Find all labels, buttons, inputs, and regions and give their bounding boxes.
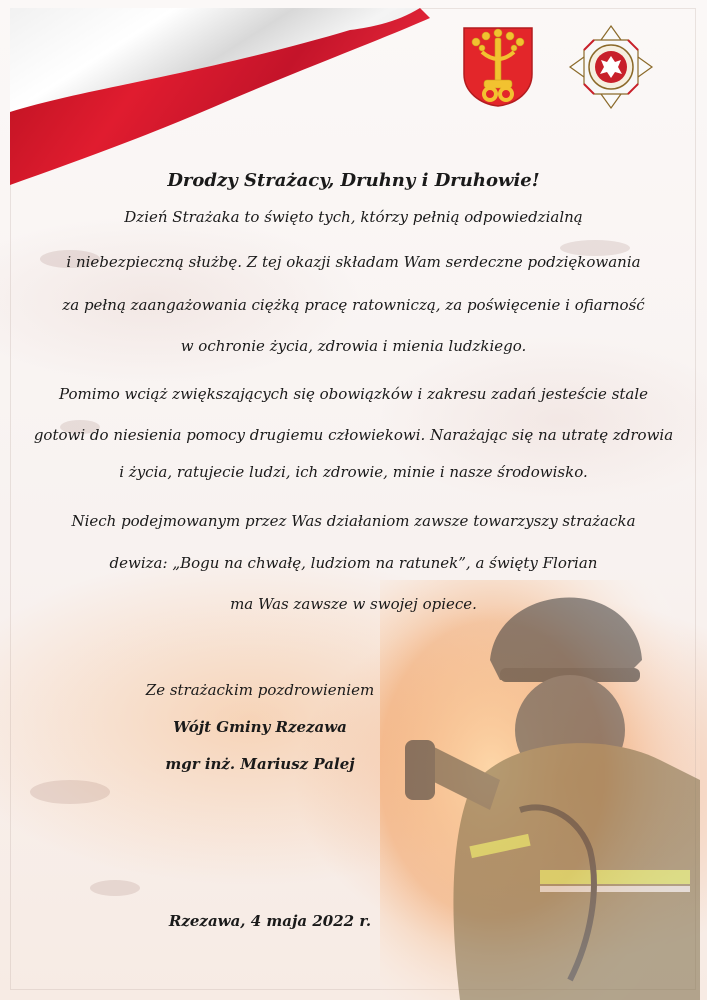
letter-line: i życia, ratujecie ludzi, ich zdrowie, minie i nasze środowisko. (119, 463, 588, 481)
decorative-stain (30, 780, 110, 804)
letter-line: ma Was zawsze w swojej opiece. (230, 595, 477, 613)
letter-line: Pomimo wciąż zwiększających się obowiązków i zakresu zadań jesteście stale (58, 385, 649, 403)
signature-closing: Ze strażackim pozdrowieniem (145, 681, 375, 699)
letter-line: Niech podejmowanym przez Was działaniom zawsze towarzyszy strażacka (71, 512, 636, 530)
signature-title: Wójt Gminy Rzezawa (173, 718, 347, 736)
date-place: Rzezawa, 4 maja 2022 r. (168, 912, 372, 930)
letter-line: w ochronie życia, zdrowia i mienia ludzkiego. (180, 337, 527, 355)
polish-flag-image (0, 0, 440, 190)
decorative-stain (90, 880, 140, 896)
letter-line: i niebezpieczną służbę. Z tej okazji składam Wam serdeczne podziękowania (66, 253, 641, 271)
letter-line: dewiza: „Bogu na chwałę, ludziom na ratunek”, a święty Florian (109, 554, 598, 572)
rzezawa-coat-of-arms-icon (462, 26, 534, 108)
letter-line: Dzień Strażaka to święto tych, którzy pełnią odpowiedzialną (124, 208, 583, 226)
letter-line: gotowi do niesienia pomocy drugiemu człowiekowi. Narażając się na utratę zdrowia (33, 426, 674, 444)
fire-service-emblem-icon (566, 22, 656, 112)
signature-name: mgr inż. Mariusz Palej (165, 755, 355, 773)
letter-greeting: Drodzy Strażacy, Druhny i Druhowie! (167, 170, 540, 191)
letter-line: za pełną zaangażowania ciężką pracę ratowniczą, za poświęcenie i ofiarność (62, 296, 645, 314)
firefighter-photo-image (380, 580, 700, 1000)
